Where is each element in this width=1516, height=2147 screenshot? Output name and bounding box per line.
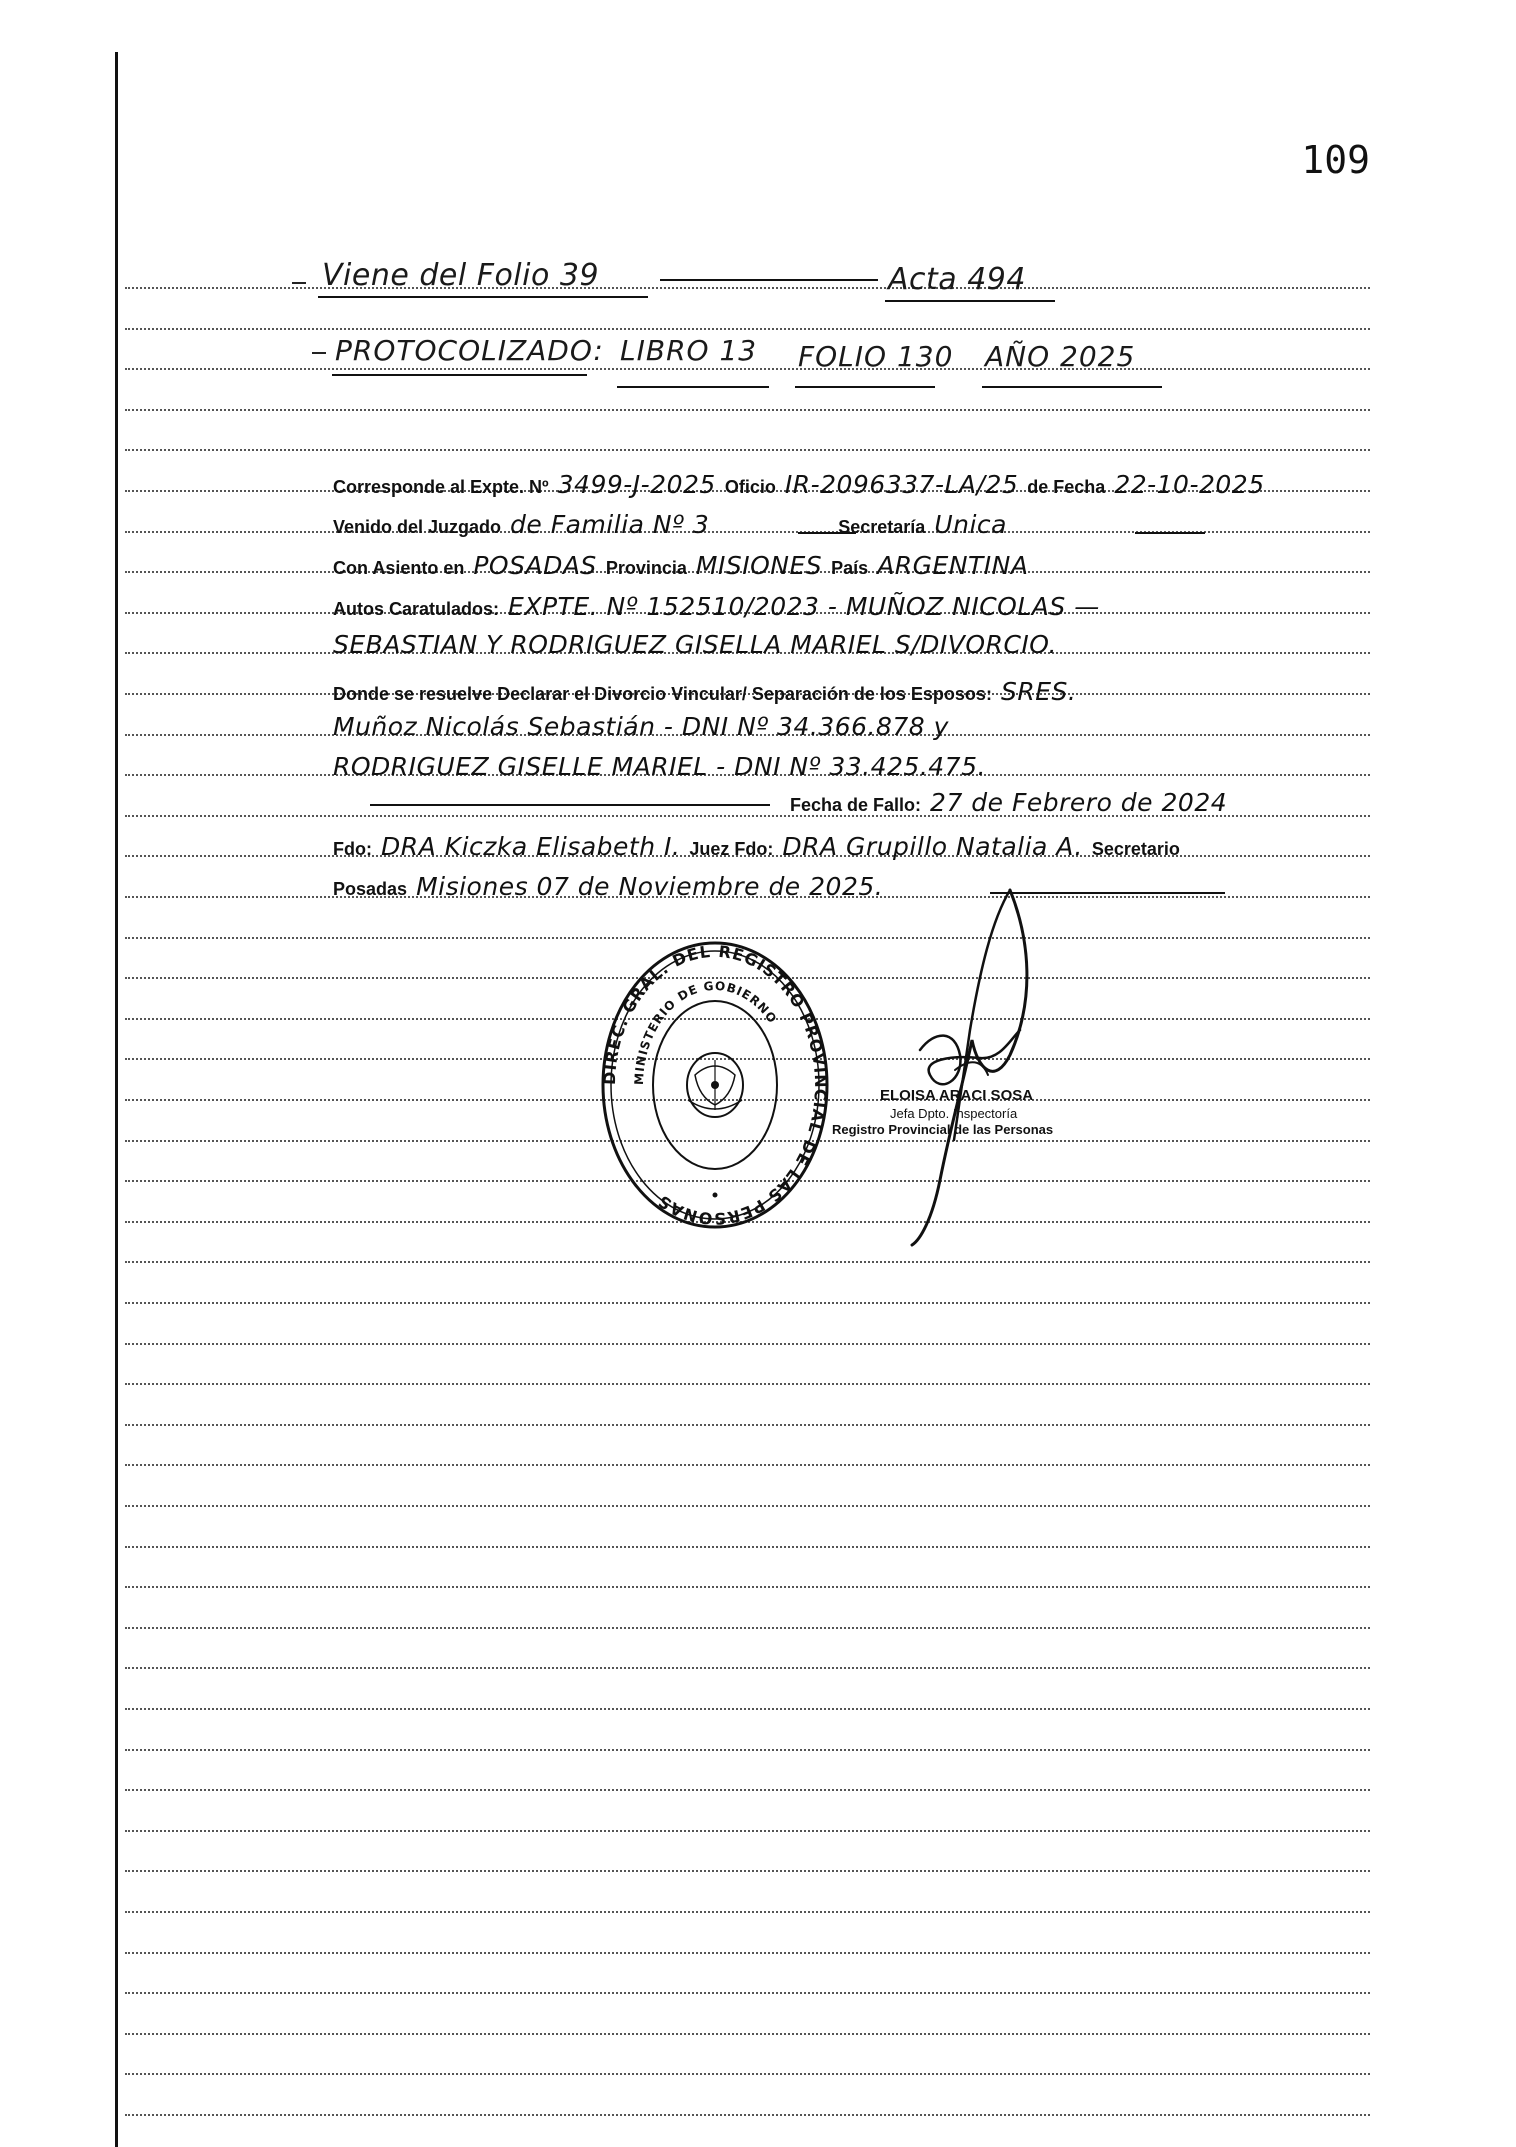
ruled-line (125, 409, 1370, 411)
expte-value: 3499-J-2025 (557, 470, 716, 499)
ruled-line (125, 1464, 1370, 1466)
connector-line (660, 279, 878, 281)
ruled-line (125, 1830, 1370, 1832)
asiento-value: POSADAS (473, 551, 597, 580)
ruled-line (125, 1749, 1370, 1751)
fdo-secretario-label: Fdo: (734, 839, 774, 859)
secretario-value: DRA Grupillo Natalia A. (782, 832, 1083, 861)
resuelve-label: Donde se resuelve Declarar el Divorcio Vincular/ Separación de los Esposos: (333, 684, 992, 704)
signer-institution: Registro Provincial de las Personas (832, 1122, 1054, 1137)
ruled-line (125, 1424, 1370, 1426)
juez-value: DRA Kiczka Elisabeth I. (381, 832, 681, 861)
oficio-value: IR-2096337-LA/25 (784, 470, 1019, 499)
provincia-value: MISIONES (695, 551, 823, 580)
juzgado-value: de Familia Nº 3 (510, 510, 710, 539)
signer-title: Jefa Dpto. Inspectoría (890, 1106, 1018, 1121)
anio-value: AÑO 2025 (985, 340, 1136, 373)
viene-del-folio: Viene del Folio 39 (322, 258, 600, 293)
pais-value: ARGENTINA (877, 551, 1029, 580)
lugar-label: Posadas (333, 879, 408, 899)
pais-label: País (831, 558, 869, 578)
oficio-label: Oficio (724, 477, 776, 497)
ruled-line (125, 1992, 1370, 1994)
fallo-value: 27 de Febrero de 2024 (930, 788, 1228, 817)
ruled-line (125, 1627, 1370, 1629)
row-firmas (333, 832, 1180, 861)
esposo-2: RODRIGUEZ GISELLE MARIEL - DNI Nº 33.425.475. (333, 752, 986, 781)
stamp-outer-text: DIREC. GRAL. DEL REGISTRO PROVINCIAL DE LAS PERSONAS (600, 941, 830, 1229)
ruled-line (125, 328, 1370, 330)
underline (318, 296, 648, 298)
row-resuelve (333, 677, 1080, 706)
provincia-label: Provincia (605, 558, 687, 578)
ruled-line (125, 1708, 1370, 1710)
secretario-label: Secretario (1091, 839, 1180, 859)
row-corresponde (333, 470, 1269, 499)
protocolizado-label: PROTOCOLIZADO: (335, 334, 604, 367)
secretaria-value: Unica (934, 510, 1007, 539)
juez-label: Juez (689, 839, 730, 859)
ruled-line (125, 2073, 1370, 2075)
ruled-line (125, 287, 1370, 289)
ruled-line (125, 1870, 1370, 1872)
handwritten-signature (860, 880, 1080, 1250)
venido-label: Venido del Juzgado (333, 517, 502, 537)
fecha-value: 22-10-2025 (1114, 470, 1265, 499)
ruled-line (125, 1343, 1370, 1345)
secretaria-label: Secretaría (838, 517, 926, 537)
row-esposo-2 (333, 752, 990, 781)
coat-of-arms-icon (687, 1053, 743, 1117)
underline (885, 300, 1055, 302)
corresponde-label: Corresponde al Expte. Nº (333, 477, 549, 497)
blank-line (370, 804, 770, 806)
asiento-label: Con Asiento en (333, 558, 465, 578)
margin-line (115, 52, 118, 2147)
row-asiento (333, 551, 1032, 580)
underline (795, 386, 935, 388)
row-lugar-fecha (333, 872, 887, 901)
ruled-line (125, 1546, 1370, 1548)
row-fallo (790, 788, 1231, 817)
ruled-line (125, 2114, 1370, 2116)
ruled-line (125, 1302, 1370, 1304)
underline (617, 386, 769, 388)
esposo-1: Muñoz Nicolás Sebastián - DNI Nº 34.366.878 y (333, 712, 949, 741)
ruled-line (125, 1952, 1370, 1954)
autos-line-2: SEBASTIAN Y RODRIGUEZ GISELLA MARIEL S/DIVORCIO. (333, 630, 1057, 659)
underline (982, 386, 1162, 388)
ruled-line (125, 1383, 1370, 1385)
dash-mark (312, 352, 326, 354)
autos-label: Autos Caratulados: (333, 599, 500, 619)
fecha-label: de Fecha (1027, 477, 1106, 497)
row-autos-cont (333, 630, 1061, 659)
signer-name: ELOISA ARACI SOSA (880, 1087, 1034, 1104)
acta-number: Acta 494 (888, 262, 1026, 297)
ruled-line (125, 1667, 1370, 1669)
fallo-label: Fecha de Fallo: (790, 795, 922, 815)
blank-line (1135, 532, 1205, 534)
row-esposo-1 (333, 712, 953, 741)
ruled-line (125, 2033, 1370, 2035)
ruled-line (125, 449, 1370, 451)
row-juzgado (333, 510, 1011, 539)
dash-mark (292, 282, 306, 284)
official-seal-stamp (600, 935, 830, 1235)
autos-line-1: EXPTE. Nº 152510/2023 - MUÑOZ NICOLAS — (508, 592, 1100, 621)
ruled-line (125, 368, 1370, 370)
fdo-juez-label: Fdo: (333, 839, 372, 859)
row-autos (333, 592, 1104, 621)
page-number: 109 (1301, 138, 1370, 182)
ruled-line (125, 1586, 1370, 1588)
underline (332, 374, 587, 376)
ruled-line (125, 1505, 1370, 1507)
blank-line (798, 532, 856, 534)
ruled-line (125, 1789, 1370, 1791)
ruled-line (125, 1261, 1370, 1263)
libro-number: LIBRO 13 (620, 334, 758, 367)
folio-number: FOLIO 130 (798, 340, 954, 373)
stamp-inner-text: MINISTERIO DE GOBIERNO (631, 978, 780, 1086)
esposos-prefix: SRES. (1000, 677, 1077, 706)
ruled-line (125, 1911, 1370, 1913)
lugar-fecha-value: Misiones 07 de Noviembre de 2025. (416, 872, 884, 901)
